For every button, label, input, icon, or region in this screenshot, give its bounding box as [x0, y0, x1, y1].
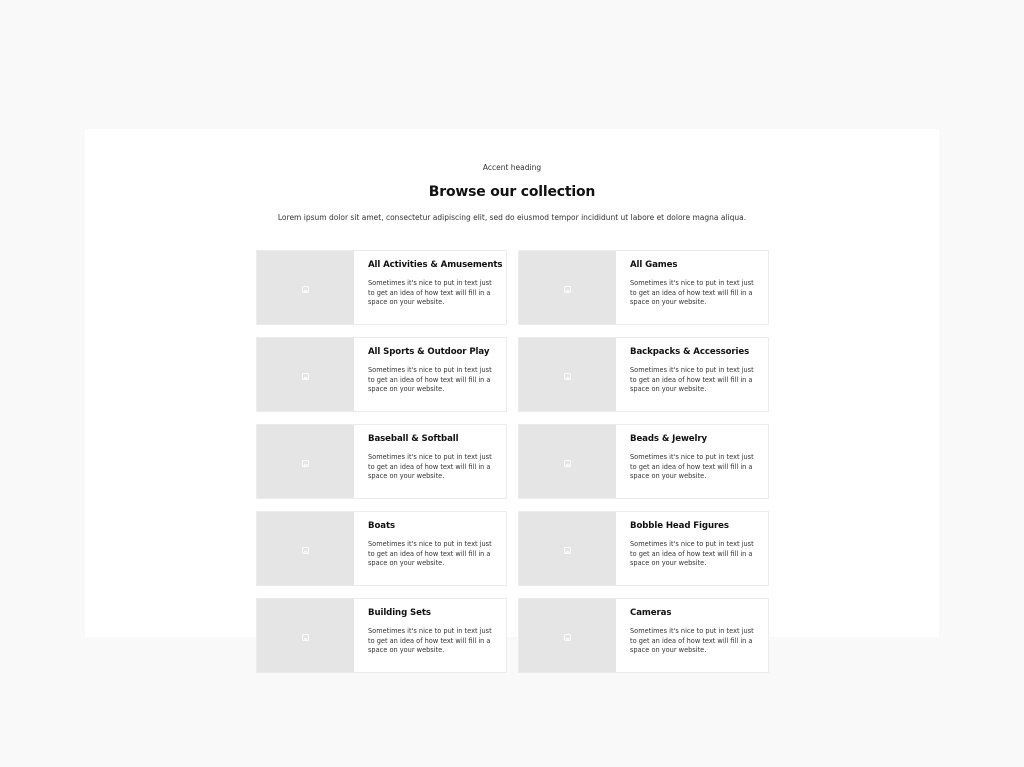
- card-body: [354, 251, 512, 324]
- image-placeholder-icon: [302, 278, 309, 297]
- card-description: Sometimes it's nice to put in text just to get an idea of how text will fill in a space on your website.: [630, 453, 754, 481]
- card-body: [354, 512, 506, 585]
- collection-card[interactable]: [518, 337, 769, 412]
- card-thumbnail: [257, 338, 354, 411]
- image-placeholder-icon: [302, 452, 309, 471]
- card-body: [616, 512, 768, 585]
- card-title: Bobble Head Figures: [630, 521, 729, 531]
- card-body: [616, 338, 768, 411]
- accent-heading: Accent heading: [482, 163, 542, 172]
- image-placeholder-icon: [564, 452, 571, 471]
- card-body: [354, 338, 506, 411]
- card-thumbnail: [519, 338, 616, 411]
- card-title: Building Sets: [368, 608, 431, 618]
- card-description: Sometimes it's nice to put in text just to get an idea of how text will fill in a space on your website.: [630, 627, 754, 655]
- image-placeholder-icon: [302, 365, 309, 384]
- card-description: Sometimes it's nice to put in text just to get an idea of how text will fill in a space on your website.: [368, 627, 492, 655]
- card-thumbnail: [257, 251, 354, 324]
- card-description: Sometimes it's nice to put in text just to get an idea of how text will fill in a space on your website.: [630, 279, 754, 307]
- card-title: Boats: [368, 521, 395, 531]
- collection-card[interactable]: [256, 598, 507, 673]
- section-title: Browse our collection: [428, 184, 596, 200]
- card-title: All Activities & Amusements: [368, 260, 503, 270]
- collection-card[interactable]: [256, 337, 507, 412]
- collection-card[interactable]: [518, 250, 769, 325]
- card-thumbnail: [519, 425, 616, 498]
- section-subtitle: Lorem ipsum dolor sit amet, consectetur adipiscing elit, sed do eiusmod tempor incididunt ut labore et dolore magna aliqua.: [277, 213, 747, 222]
- card-thumbnail: [257, 425, 354, 498]
- card-title: Backpacks & Accessories: [630, 347, 750, 357]
- card-body: [616, 425, 768, 498]
- card-body: [616, 599, 768, 672]
- collection-card[interactable]: [518, 598, 769, 673]
- card-title: Cameras: [630, 608, 672, 618]
- card-description: Sometimes it's nice to put in text just to get an idea of how text will fill in a space on your website.: [368, 279, 492, 307]
- collection-card[interactable]: [256, 250, 507, 325]
- card-thumbnail: [257, 512, 354, 585]
- card-description: Sometimes it's nice to put in text just to get an idea of how text will fill in a space on your website.: [630, 540, 754, 568]
- image-placeholder-icon: [564, 278, 571, 297]
- image-placeholder-icon: [302, 626, 309, 645]
- card-body: [616, 251, 768, 324]
- image-placeholder-icon: [302, 539, 309, 558]
- card-thumbnail: [519, 599, 616, 672]
- collection-grid: [256, 250, 769, 673]
- collection-section: [85, 129, 939, 655]
- card-body: [354, 425, 506, 498]
- card-thumbnail: [519, 512, 616, 585]
- card-title: All Games: [630, 260, 678, 270]
- collection-card[interactable]: [518, 424, 769, 499]
- card-thumbnail: [257, 599, 354, 672]
- card-title: Beads & Jewelry: [630, 434, 708, 444]
- card-body: [354, 599, 506, 672]
- image-placeholder-icon: [564, 539, 571, 558]
- card-title: All Sports & Outdoor Play: [368, 347, 490, 357]
- collection-card[interactable]: [518, 511, 769, 586]
- card-description: Sometimes it's nice to put in text just to get an idea of how text will fill in a space on your website.: [368, 366, 492, 394]
- image-placeholder-icon: [564, 626, 571, 645]
- card-thumbnail: [519, 251, 616, 324]
- card-title: Baseball & Softball: [368, 434, 459, 444]
- card-description: Sometimes it's nice to put in text just to get an idea of how text will fill in a space on your website.: [368, 453, 492, 481]
- card-description: Sometimes it's nice to put in text just to get an idea of how text will fill in a space on your website.: [368, 540, 492, 568]
- collection-card[interactable]: [256, 424, 507, 499]
- collection-card[interactable]: [256, 511, 507, 586]
- card-description: Sometimes it's nice to put in text just to get an idea of how text will fill in a space on your website.: [630, 366, 754, 394]
- image-placeholder-icon: [564, 365, 571, 384]
